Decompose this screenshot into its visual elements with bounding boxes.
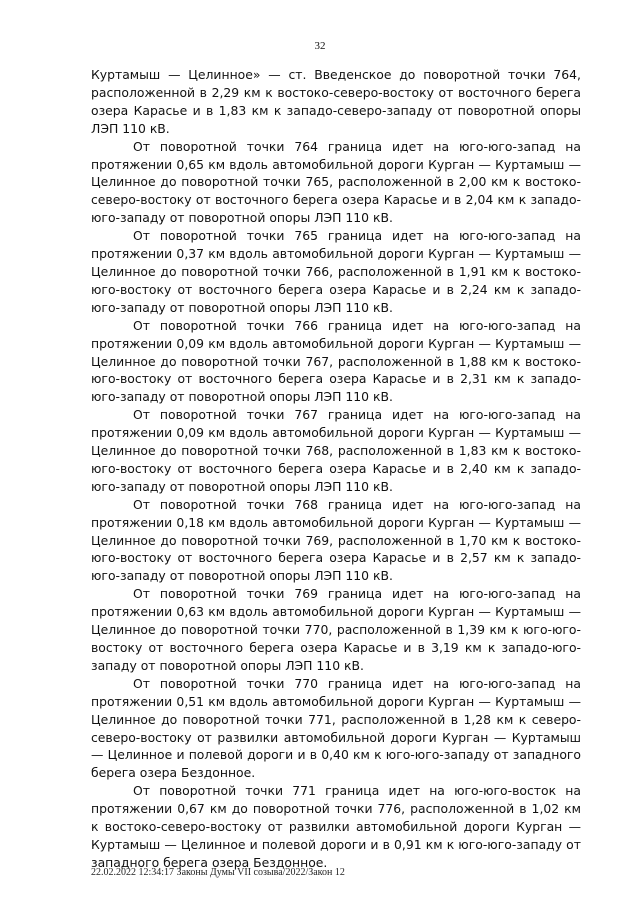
paragraph-1: Куртамыш — Целинное» — ст. Введенское до поворотной точки 764, расположенной в 2,29 км к востоко-северо-востоку от восточного берега озера Карасье и в 1,83 км к западо-северо-западу от поворотной опоры ЛЭП 110 кВ.: [91, 67, 581, 136]
paragraph-6: От поворотной точки 768 граница идет на юго-юго-запад на протяжении 0,18 км вдоль автомобильной дороги Курган — Куртамыш — Целинное до поворотной точки 769, расположенной в 1,70 км к востоко-юго-востоку от восточного берега озера Карасье и в 2,57 км к западо-юго-западу от поворотной опоры ЛЭП 110 кВ.: [91, 496, 581, 584]
paragraph-7: От поворотной точки 769 граница идет на юго-юго-запад на протяжении 0,63 км вдоль автомобильной дороги Курган — Куртамыш — Целинное до поворотной точки 770, расположенной в 1,39 км к юго-юго-востоку от восточного берега озера Карасье и в 3,19 км к западо-юго-западу от поворотной опоры ЛЭП 110 кВ.: [91, 586, 581, 673]
paragraph-8: От поворотной точки 770 граница идет на юго-юго-запад на протяжении 0,51 км вдоль автомобильной дороги Курган — Куртамыш — Целинное до поворотной точки 771, расположенной в 1,28 км к северо-северо-востоку от развилки автомобильной дороги Курган — Куртамыш — Целинное и полевой дороги и в 0,40 км к юго-юго-западу от западного берега озера Бездонное.: [91, 675, 581, 781]
document-body: [91, 66, 581, 872]
paragraph-2: От поворотной точки 764 граница идет на юго-юго-запад на протяжении 0,65 км вдоль автомобильной дороги Курган — Куртамыш — Целинное до поворотной точки 765, расположенной в 2,00 км к востоко-северо-востоку от восточного берега озера Карасье и в 2,04 км к западо-юго-западу от поворотной опоры ЛЭП 110 кВ.: [91, 138, 581, 226]
footer-stamp: 22.02.2022 12:34:17 Законы Думы VII созыва/2022/Закон 12: [91, 867, 345, 878]
paragraph-4: От поворотной точки 766 граница идет на юго-юго-запад на протяжении 0,09 км вдоль автомобильной дороги Курган — Куртамыш — Целинное до поворотной точки 767, расположенной в 1,88 км к востоко-юго-востоку от восточного берега озера Карасье и в 2,31 км к западо-юго-западу от поворотной опоры ЛЭП 110 кВ.: [91, 317, 581, 405]
paragraph-9: От поворотной точки 771 граница идет на юго-юго-восток на протяжении 0,67 км до поворотной точки 776, расположенной в 1,02 км к востоко-северо-востоку от развилки автомобильной дороги Курган — Куртамыш — Целинное и полевой дороги и в 0,91 км к юго-юго-западу от западного берега озера Бездонное.: [91, 783, 581, 870]
page-number: 32: [314, 40, 326, 52]
paragraph-5: От поворотной точки 767 граница идет на юго-юго-запад на протяжении 0,09 км вдоль автомобильной дороги Курган — Куртамыш — Целинное до поворотной точки 768, расположенной в 1,83 км к востоко-юго-востоку от восточного берега озера Карасье и в 2,40 км к западо-юго-западу от поворотной опоры ЛЭП 110 кВ.: [91, 407, 581, 494]
paragraph-3: От поворотной точки 765 граница идет на юго-юго-запад на протяжении 0,37 км вдоль автомобильной дороги Курган — Куртамыш — Целинное до поворотной точки 766, расположенной в 1,91 км к востоко-юго-востоку от восточного берега озера Карасье и в 2,24 км к западо-юго-западу от поворотной опоры ЛЭП 110 кВ.: [91, 228, 581, 315]
